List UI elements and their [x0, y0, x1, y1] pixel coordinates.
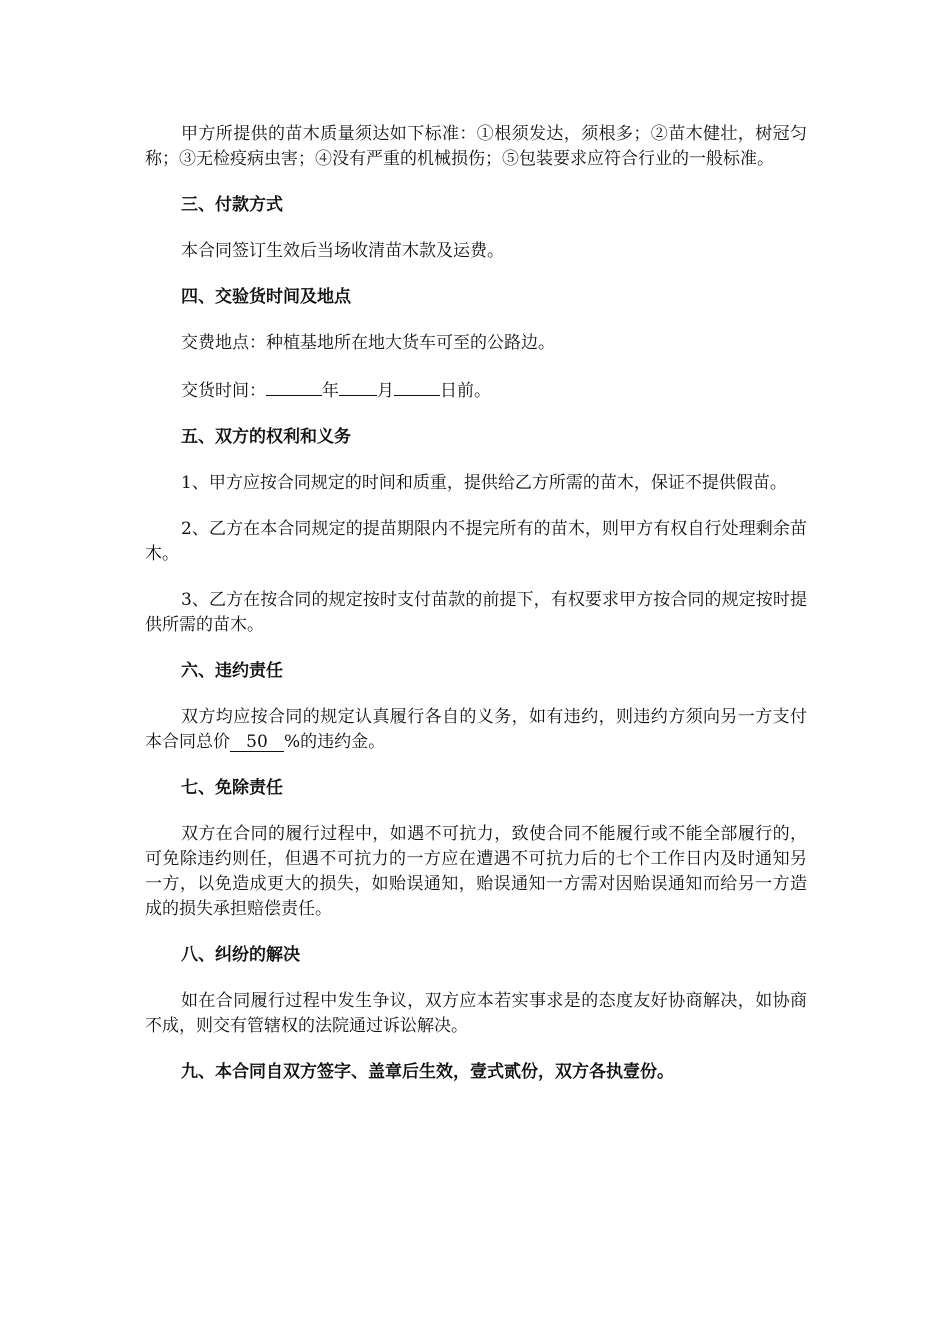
- section-3-heading: 三、付款方式: [181, 195, 283, 215]
- document-page: [145, 122, 807, 1085]
- breach-text-after: %的违约金。: [284, 732, 386, 752]
- rights-item-2: 2、乙方在本合同规定的提苗期限内不提完所有的苗木，则甲方有权自行处理剩余苗木。: [145, 519, 807, 564]
- section-5-heading: 五、双方的权利和义务: [181, 427, 351, 447]
- day-blank[interactable]: [394, 377, 440, 396]
- exemption-paragraph: 双方在合同的履行过程中，如遇不可抗力，致使合同不能履行或不能全部履行的，可免除违约则任，但遇不可抗力的一方应在遭遇不可抗力后的七个工作日内及时通知另一方，以免造成更大的损失，如贻误通知，贻误通知一方需对因贻误通知而给另一方造成的损失承担赔偿责任。: [145, 824, 807, 919]
- section-9-heading: 九、本合同自双方签字、盖章后生效，壹式贰份，双方各执壹份。: [181, 1062, 674, 1082]
- breach-liability-paragraph: [145, 705, 807, 755]
- year-label: 年: [322, 381, 339, 401]
- percent-blank[interactable]: 50: [230, 733, 284, 752]
- month-label: 月: [377, 381, 394, 401]
- delivery-time-label: 交货时间：: [181, 381, 266, 401]
- section-8-heading: 八、纠纷的解决: [181, 945, 300, 965]
- quality-standard-paragraph: 甲方所提供的苗木质量须达如下标准：①根须发达，须根多；②苗木健壮，树冠匀称；③无检疫病虫害；④没有严重的机械损伤；⑤包装要求应符合行业的一般标准。: [145, 124, 807, 169]
- delivery-time-paragraph: [145, 377, 807, 404]
- breach-text-before: 双方均应按合同的规定认真履行各自的义务，如有违约，则违约方须向另一方支付本合同总价: [145, 707, 807, 752]
- delivery-place-paragraph: 交费地点：种植基地所在地大货车可至的公路边。: [181, 333, 555, 353]
- year-blank[interactable]: [266, 377, 322, 396]
- rights-item-1: 1、甲方应按合同规定的时间和质重，提供给乙方所需的苗木，保证不提供假苗。: [181, 473, 787, 493]
- payment-method-paragraph: 本合同签订生效后当场收清苗木款及运费。: [181, 241, 504, 261]
- month-blank[interactable]: [339, 377, 377, 396]
- day-label: 日前。: [440, 381, 491, 401]
- section-4-heading: 四、交验货时间及地点: [181, 287, 351, 307]
- section-6-heading: 六、违约责任: [181, 661, 283, 681]
- rights-item-3: 3、乙方在按合同的规定按时支付苗款的前提下，有权要求甲方按合同的规定按时提供所需的苗木。: [145, 590, 807, 635]
- dispute-resolution-paragraph: 如在合同履行过程中发生争议，双方应本若实事求是的态度友好协商解决，如协商不成，则交有管辖权的法院通过诉讼解决。: [145, 991, 807, 1036]
- section-7-heading: 七、免除责任: [181, 778, 283, 798]
